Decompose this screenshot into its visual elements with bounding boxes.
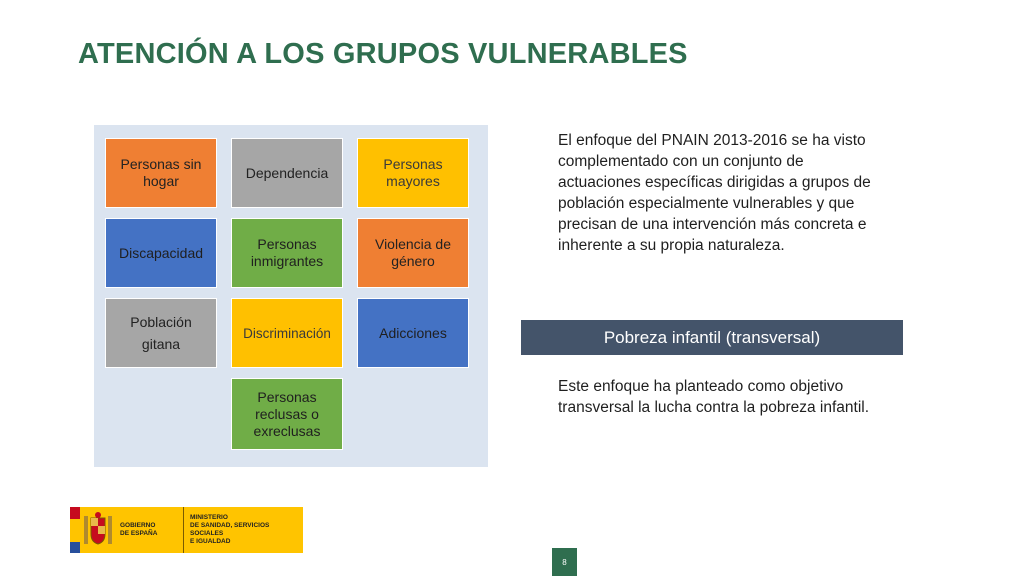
tile-violencia-de-genero bbox=[357, 218, 469, 288]
ministerio-block bbox=[184, 507, 303, 553]
tile-personas-reclusas bbox=[231, 378, 343, 450]
tile-personas-inmigrantes bbox=[231, 218, 343, 288]
tile-personas-sin-hogar bbox=[105, 138, 217, 208]
tile-adicciones bbox=[357, 298, 469, 368]
tile-label: Población bbox=[130, 314, 192, 330]
ministerio-line: DE SANIDAD, SERVICIOS SOCIALES bbox=[190, 522, 270, 537]
tile-label: Adicciones bbox=[379, 324, 447, 341]
tile-discapacidad bbox=[105, 218, 217, 288]
page-number: 8 bbox=[552, 548, 577, 576]
gobierno-block bbox=[80, 507, 184, 553]
highlight-bar-label: Pobreza infantil (transversal) bbox=[603, 327, 821, 347]
tile-label: Personas inmigrantes bbox=[250, 236, 324, 269]
ministerio-line: E IGUALDAD bbox=[190, 538, 231, 545]
government-logo bbox=[70, 507, 303, 553]
highlight-bar bbox=[521, 320, 903, 355]
tile-label: Personas reclusas o exreclusas bbox=[253, 388, 321, 439]
tile-discriminacion bbox=[231, 298, 343, 368]
tile-dependencia bbox=[231, 138, 343, 208]
tile-label: Discriminación bbox=[243, 325, 331, 341]
tile-label: Personas mayores bbox=[383, 156, 443, 189]
tile-label: Personas sin hogar bbox=[120, 156, 202, 189]
intro-paragraph: El enfoque del PNAIN 2013-2016 se ha visto complementado con un conjunto de actuaciones específicas dirigidas a grupos de población especialmente vulnerables y que precisan de una intervención más concreta e inherente a su propia naturaleza. bbox=[558, 132, 871, 254]
tile-personas-mayores bbox=[357, 138, 469, 208]
gobierno-line: GOBIERNO bbox=[120, 522, 156, 529]
gobierno-line: DE ESPAÑA bbox=[120, 530, 158, 537]
tile-label: gitana bbox=[141, 336, 181, 352]
tile-label: Discapacidad bbox=[118, 244, 204, 261]
coat-of-arms-icon bbox=[80, 510, 116, 550]
spain-flag-icon bbox=[70, 507, 80, 553]
second-paragraph: Este enfoque ha planteado como objetivo transversal la lucha contra la pobreza infantil. bbox=[558, 378, 870, 416]
ministerio-line: MINISTERIO bbox=[190, 514, 228, 521]
page-title: ATENCIÓN A LOS GRUPOS VULNERABLES bbox=[78, 38, 688, 70]
tile-poblacion-gitana bbox=[105, 298, 217, 368]
tile-label: Dependencia bbox=[245, 164, 329, 181]
tile-label: Violencia de género bbox=[374, 236, 452, 269]
